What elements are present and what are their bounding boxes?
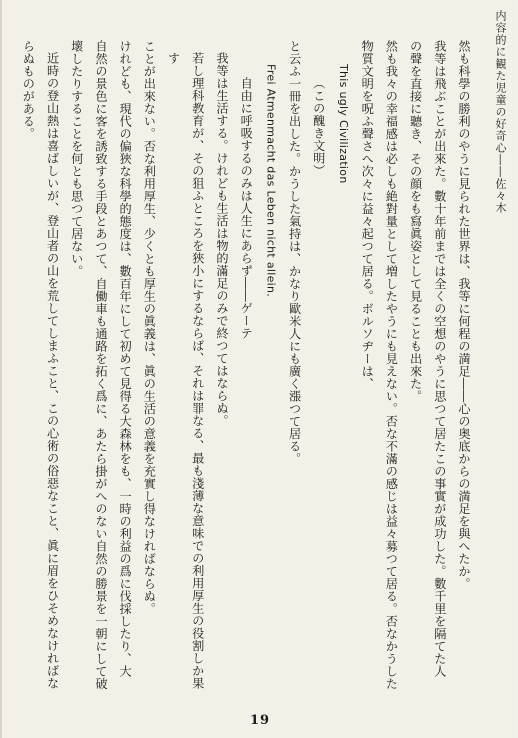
page-number: 19 bbox=[249, 713, 271, 728]
text-line: ことが出來ない。否な利用厚生、少くとも厚生の眞義は、眞の生活の意義を充實し得なければならぬ。 bbox=[142, 40, 157, 615]
text-line: 然も我々の幸福感は必しも絶對量として増したやうにも見えない。否な不滿の感じは益々募つて居る。否なかうした bbox=[384, 40, 399, 690]
text-line: 近時の登山熱は喜ばしいが、登山者の山を荒してしまふこと、この心術の俗惡なこと、眞に眉をひそめなければな bbox=[45, 52, 60, 690]
text-line: 壞したりすることを何とも思つて居ない。 bbox=[69, 40, 84, 278]
text-line: 物質文明を呪ふ聲さへ次々に益々起つて居る。ボルソヂーは、 bbox=[360, 40, 375, 390]
quote-line: This ugly Civilization bbox=[336, 64, 350, 184]
text-line: けれども、現代の偏狹な科學的態度は、數百年にして初めて見得る大森林をも、一時の利益の爲に伐採したり、大 bbox=[118, 40, 133, 678]
text-line: 我等は生活する。けれども生活は物的滿足のみで終つてはならぬ。 bbox=[214, 52, 229, 428]
text-line: 自然の景色に客を誘致する手段とあつて、自働車も通路を拓く爲に、あたら掛がへのない自然の勝景を一朝にして破 bbox=[93, 40, 108, 690]
text-line: の聲を直接に聽き、その顔をも寫眞姿として見ることも出來た。 bbox=[408, 40, 423, 403]
text-line: 我等は飛ぶことが出來た。數十年前までは全くの空想のやうに思つて居たこの事實が成功した。數千里を隔てた人 bbox=[432, 40, 447, 678]
quote-line: Frei Atmenmacht das Leben nicht allein. bbox=[264, 64, 278, 298]
text-line: 若し理科教育が、その狙ふところを狹小にするならば、それは罪なる、最も淺薄な意味での利用厚生の役割しか果す bbox=[166, 52, 205, 690]
text-line: と云ふ一冊を出した。かうした氣持は、かなり歐米人にも廣く漲つて居る。 bbox=[287, 40, 302, 465]
quote-translation: （この醜き文明） bbox=[311, 76, 326, 177]
quote-translation: 自由に呼吸するのみは人生にあらず――ゲーテ bbox=[239, 76, 254, 340]
text-line: 然も科學の勝利のやうに見られた世界は、我等に何程の満足――心の奥底からの満足を與へたか。 bbox=[457, 40, 471, 590]
running-title: 内容的に観た児童の好奇心――佐々木 bbox=[494, 10, 507, 214]
body-text bbox=[21, 40, 476, 700]
text-line: らぬものがある。 bbox=[21, 40, 36, 140]
